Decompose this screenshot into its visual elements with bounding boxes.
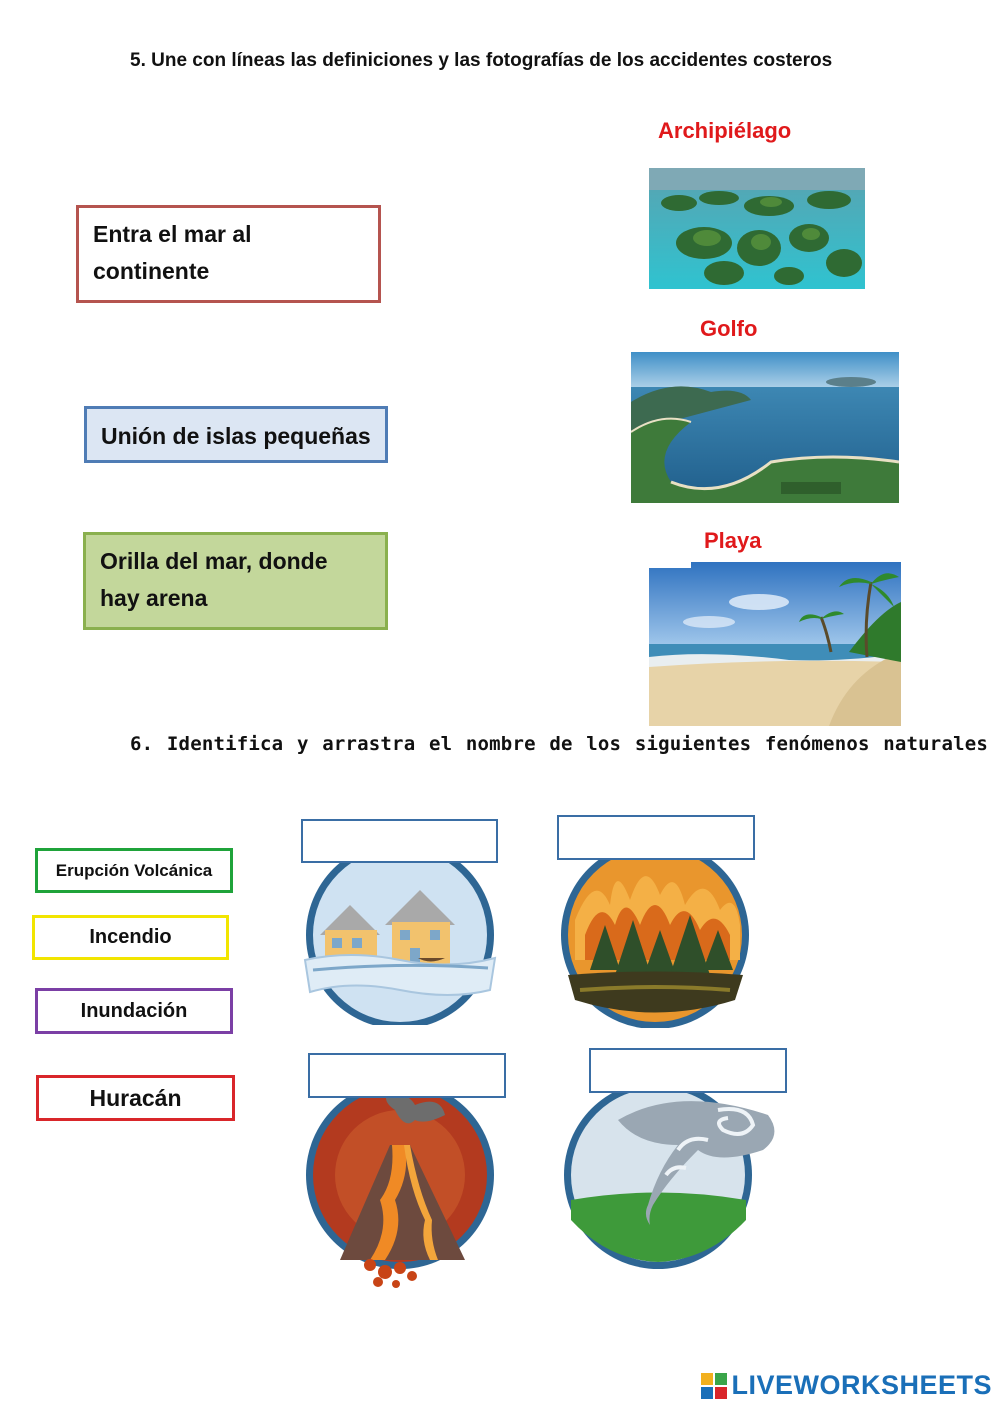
- definition-union-de-islas[interactable]: [84, 406, 388, 463]
- option-huracan[interactable]: [36, 1075, 235, 1121]
- option-label: Huracán: [89, 1084, 182, 1111]
- drop-zone-volcano[interactable]: [308, 1053, 506, 1098]
- option-label: Incendio: [89, 926, 172, 948]
- definition-orilla-del-mar[interactable]: [83, 532, 388, 630]
- definition-text: Unión de islas pequeñas: [101, 423, 371, 449]
- question-6-prompt: 6. Identifica y arrastra el nombre de los siguientes fenómenos naturales: [130, 733, 989, 755]
- option-incendio[interactable]: [32, 915, 229, 960]
- golfo-label: Golfo: [700, 316, 758, 341]
- option-inundacion[interactable]: [35, 988, 233, 1034]
- option-label: Inundación: [80, 999, 188, 1022]
- option-erupcion-volcanica[interactable]: [35, 848, 233, 893]
- definition-text: Orilla del mar, donde hay arena: [100, 548, 328, 611]
- definition-entra-el-mar[interactable]: [76, 205, 381, 303]
- drop-zone-fire[interactable]: [557, 815, 755, 860]
- fire-illustration: [555, 850, 760, 1032]
- question-5-prompt: 5. Une con líneas las definiciones y las fotografías de los accidentes costeros: [130, 50, 833, 71]
- archipelago-photo[interactable]: [649, 168, 865, 289]
- volcano-illustration: [300, 1090, 500, 1294]
- playa-label: Playa: [704, 528, 762, 553]
- tornado-illustration: [558, 1090, 788, 1274]
- flood-illustration: [300, 850, 500, 1029]
- liveworksheets-logo-icon: [701, 1373, 727, 1399]
- definition-text: Entra el mar al continente: [93, 221, 252, 284]
- option-label: Erupción Volcánica: [55, 860, 213, 880]
- brand-name: LIVEWORKSHEETS: [731, 1370, 992, 1400]
- gulf-photo[interactable]: [631, 352, 899, 503]
- archipielago-label: Archipiélago: [658, 118, 792, 143]
- drop-zone-tornado[interactable]: [589, 1048, 787, 1093]
- liveworksheets-logo: [701, 1370, 992, 1401]
- drop-zone-flood[interactable]: [301, 819, 498, 863]
- beach-photo[interactable]: [649, 562, 901, 726]
